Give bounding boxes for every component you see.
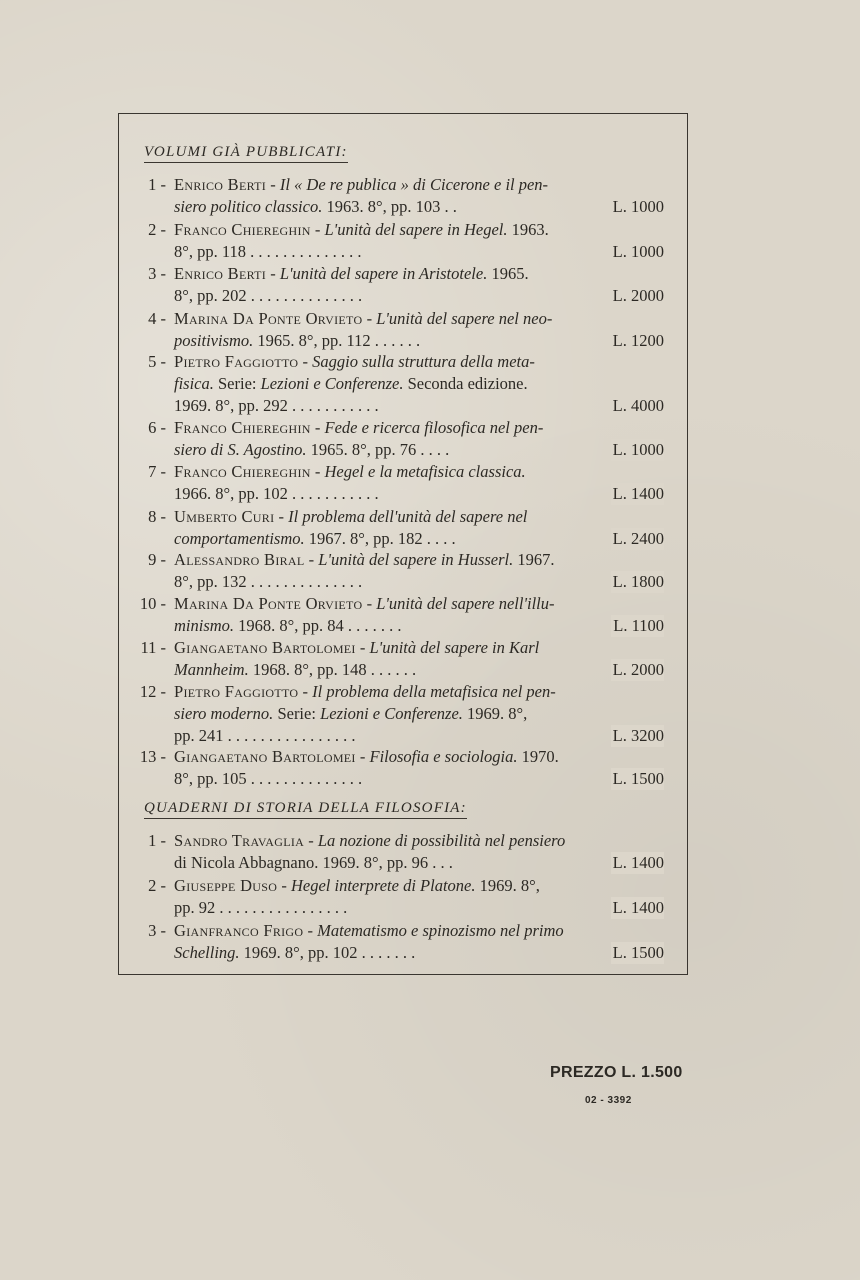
catalog-code: 02 - 3392 xyxy=(585,1095,632,1106)
entry-title: Hegel e la metafisica classica. xyxy=(324,462,526,481)
entry-line xyxy=(174,725,664,747)
entry-number: 5 - xyxy=(148,352,166,371)
entry-line xyxy=(174,196,664,218)
entry-title: Hegel interprete di Platone. xyxy=(290,876,476,895)
entry-title: L'unità del sapere in Karl xyxy=(369,638,540,657)
entry-author: Giangaetano Bartolomei xyxy=(174,638,356,657)
volumi-heading: VOLUMI GIÀ PUBBLICATI: xyxy=(144,144,348,163)
entry-price: L. 2400 xyxy=(612,529,664,548)
entry-separator: - xyxy=(303,921,318,940)
entry-price: L. 1000 xyxy=(612,440,664,459)
entry-title: fisica. xyxy=(174,374,214,393)
entry-line xyxy=(174,483,664,505)
entry-line xyxy=(174,395,664,417)
entry-title: Filosofia e sociologia. xyxy=(369,747,518,766)
entry-series: Lezioni e Conferenze. xyxy=(320,704,463,723)
entry-author: Umberto Curi xyxy=(174,507,275,526)
entry-number: 2 - xyxy=(148,876,166,895)
entry-author: Gianfranco Frigo xyxy=(174,921,304,940)
entry-title: Saggio sulla struttura della meta- xyxy=(312,352,535,371)
entry-price: L. 3200 xyxy=(612,726,664,745)
entry-details: pp. 92 . . . . . . . . . . . . . . . . xyxy=(174,898,348,917)
entry-number: 1 - xyxy=(148,175,166,194)
entry-separator: - xyxy=(298,682,313,701)
entry-price: L. 2000 xyxy=(612,660,664,679)
entry-number: 3 - xyxy=(148,264,166,283)
entry-details: Serie: xyxy=(213,374,261,393)
entry-author: Pietro Faggiotto xyxy=(174,682,299,701)
entry-line xyxy=(174,417,664,439)
entry-details: di Nicola Abbagnano. 1969. 8°, pp. 96 . . . xyxy=(174,853,453,872)
entry-author: Franco Chiereghin xyxy=(174,462,311,481)
entry-line xyxy=(174,615,664,637)
entry-price: L. 1400 xyxy=(612,898,664,917)
entry-title: Il problema della metafisica nel pen- xyxy=(312,682,556,701)
entry-author: Enrico Berti xyxy=(174,175,267,194)
entry-title: Schelling. xyxy=(174,943,240,962)
entry-number: 10 - xyxy=(139,594,166,613)
entry-number: 1 - xyxy=(148,831,166,850)
entry-details: 1963. 8°, pp. 103 . . xyxy=(322,197,457,216)
entry-number: 13 - xyxy=(139,747,166,766)
entry-line xyxy=(174,637,664,659)
entry-line xyxy=(174,174,664,196)
entry-details: 8°, pp. 118 . . . . . . . . . . . . . . xyxy=(174,242,362,261)
entry-details: 1963. xyxy=(507,220,549,239)
entry-details: 1970. xyxy=(517,747,559,766)
entry-line xyxy=(174,506,664,528)
entry-title: Fede e ricerca filosofica nel pen- xyxy=(324,418,544,437)
entry-title: siero politico classico. xyxy=(174,197,323,216)
entry-title: Il problema dell'unità del sapere nel xyxy=(288,507,528,526)
entry-details: 1969. 8°, pp. 292 . . . . . . . . . . . xyxy=(174,396,379,415)
entry-price: L. 1200 xyxy=(612,331,664,350)
entry-author: Marina Da Ponte Orvieto xyxy=(174,594,363,613)
entry-line xyxy=(174,746,664,768)
entry-line xyxy=(174,330,664,352)
entry-title: L'unità del sapere in Husserl. xyxy=(318,550,514,569)
entry-line xyxy=(174,285,664,307)
entry-details: pp. 241 . . . . . . . . . . . . . . . . xyxy=(174,726,356,745)
entry-separator: - xyxy=(298,352,313,371)
entry-number: 11 - xyxy=(140,638,166,657)
entry-separator: - xyxy=(266,264,280,283)
entry-title: L'unità del sapere in Hegel. xyxy=(324,220,508,239)
entry-title: siero di S. Agostino. xyxy=(174,440,307,459)
entry-line xyxy=(174,439,664,461)
entry-details: 1967. 8°, pp. 182 . . . . xyxy=(304,529,456,548)
entry-title: siero moderno. xyxy=(174,704,274,723)
entry-separator: - xyxy=(310,462,325,481)
entry-price: L. 4000 xyxy=(612,396,664,415)
entry-title: minismo. xyxy=(174,616,235,635)
price-label: PREZZO L. 1.500 xyxy=(550,1064,683,1081)
entry-separator: - xyxy=(310,418,325,437)
entry-details: 1969. 8°, pp. 102 . . . . . . . xyxy=(239,943,416,962)
entry-number: 2 - xyxy=(148,220,166,239)
quaderni-heading: QUADERNI DI STORIA DELLA FILOSOFIA: xyxy=(144,800,467,819)
entry-price: L. 2000 xyxy=(612,286,664,305)
entry-line xyxy=(174,942,664,964)
entry-details: 1968. 8°, pp. 84 . . . . . . . xyxy=(234,616,402,635)
entry-line xyxy=(174,528,664,550)
entry-title: L'unità del sapere nel neo- xyxy=(376,309,553,328)
entry-number: 8 - xyxy=(148,507,166,526)
entry-line xyxy=(174,263,664,285)
entry-series: Lezioni e Conferenze. xyxy=(260,374,404,393)
entry-title: Il « De re publica » di Cicerone e il pen- xyxy=(279,175,549,194)
entry-price: L. 1400 xyxy=(612,853,664,872)
entry-number: 7 - xyxy=(148,462,166,481)
entry-line xyxy=(174,830,664,852)
entry-separator: - xyxy=(277,876,291,895)
entry-details: Seconda edizione. xyxy=(403,374,528,393)
entry-separator: - xyxy=(355,747,370,766)
entry-price: L. 1400 xyxy=(612,484,664,503)
entry-line xyxy=(174,351,664,373)
entry-line xyxy=(174,768,664,790)
entry-number: 12 - xyxy=(139,682,166,701)
entry-title: L'unità del sapere in Aristotele. xyxy=(279,264,488,283)
entry-number: 9 - xyxy=(148,550,166,569)
entry-title: Mannheim. xyxy=(174,660,249,679)
entry-details: 1965. 8°, pp. 112 . . . . . . xyxy=(253,331,421,350)
entry-separator: - xyxy=(274,507,289,526)
entry-price: L. 1000 xyxy=(612,242,664,261)
entry-details: 8°, pp. 202 . . . . . . . . . . . . . . xyxy=(174,286,363,305)
entry-title: positivismo. xyxy=(174,331,254,350)
entry-price: L. 1000 xyxy=(612,197,664,216)
entry-line xyxy=(174,659,664,681)
entry-separator: - xyxy=(362,594,377,613)
entry-details: 1965. xyxy=(487,264,529,283)
entry-line xyxy=(174,219,664,241)
entry-separator: - xyxy=(310,220,325,239)
entry-price: L. 1500 xyxy=(612,769,664,788)
entry-author: Franco Chiereghin xyxy=(174,220,311,239)
entry-author: Enrico Berti xyxy=(174,264,267,283)
entry-separator: - xyxy=(304,550,319,569)
entry-author: Giangaetano Bartolomei xyxy=(174,747,356,766)
entry-line xyxy=(174,571,664,593)
entry-number: 3 - xyxy=(148,921,166,940)
entry-author: Franco Chiereghin xyxy=(174,418,311,437)
entry-title: La nozione di possibilità nel pensiero xyxy=(317,831,566,850)
entry-title: L'unità del sapere nell'illu- xyxy=(376,594,555,613)
entry-price: L. 1100 xyxy=(613,616,664,635)
entry-author: Alessandro Biral xyxy=(174,550,305,569)
entry-details: 1965. 8°, pp. 76 . . . . xyxy=(306,440,450,459)
entry-details: 1966. 8°, pp. 102 . . . . . . . . . . . xyxy=(174,484,379,503)
entry-separator: - xyxy=(266,175,280,194)
entry-line xyxy=(174,897,664,919)
entry-details: 8°, pp. 132 . . . . . . . . . . . . . . xyxy=(174,572,363,591)
entry-line xyxy=(174,875,664,897)
entry-line xyxy=(174,920,664,942)
entry-price: L. 1500 xyxy=(612,943,664,962)
entry-separator: - xyxy=(304,831,318,850)
entry-separator: - xyxy=(362,309,377,328)
entry-author: Marina Da Ponte Orvieto xyxy=(174,309,363,328)
entry-author: Pietro Faggiotto xyxy=(174,352,299,371)
entry-details: 1969. 8°, xyxy=(475,876,540,895)
entry-details: Serie: xyxy=(273,704,321,723)
entry-price: L. 1800 xyxy=(612,572,664,591)
entry-details: 1967. xyxy=(513,550,555,569)
entry-line xyxy=(174,852,664,874)
entry-line xyxy=(174,461,664,483)
entry-details: 1968. 8°, pp. 148 . . . . . . xyxy=(248,660,417,679)
entry-details: 1969. 8°, xyxy=(462,704,528,723)
entry-title: Matematismo e spinozismo nel primo xyxy=(317,921,564,940)
entry-details: 8°, pp. 105 . . . . . . . . . . . . . . xyxy=(174,769,363,788)
entry-separator: - xyxy=(355,638,370,657)
entry-line xyxy=(174,549,664,571)
entry-line xyxy=(174,703,664,725)
entry-line xyxy=(174,681,664,703)
entry-line xyxy=(174,373,664,395)
entry-line xyxy=(174,593,664,615)
entry-number: 6 - xyxy=(148,418,166,437)
entry-number: 4 - xyxy=(148,309,166,328)
entry-title: comportamentismo. xyxy=(174,529,305,548)
entry-line xyxy=(174,308,664,330)
entry-author: Giuseppe Duso xyxy=(174,876,278,895)
entry-author: Sandro Travaglia xyxy=(174,831,305,850)
entry-line xyxy=(174,241,664,263)
